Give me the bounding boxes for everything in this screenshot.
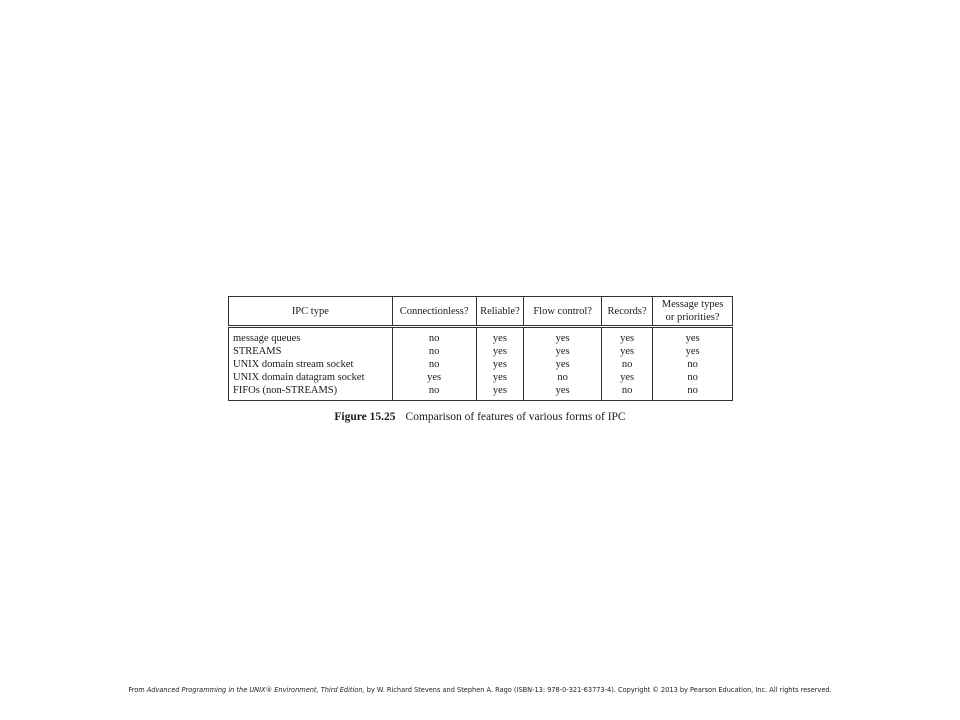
header-label: Connectionless? [399, 305, 469, 317]
header-reliable [476, 297, 524, 327]
row-ipc-type: FIFOs (non-STREAMS) [229, 384, 393, 401]
cell-connectionless: no [392, 327, 476, 346]
cell-flow-control: yes [524, 358, 602, 371]
cell-reliable: yes [476, 327, 524, 346]
header-message-types [653, 297, 733, 327]
cell-connectionless: no [392, 358, 476, 371]
copyright-footer [0, 686, 960, 694]
header-records [602, 297, 653, 327]
header-label: Flow control? [533, 305, 592, 317]
table-row [229, 371, 733, 384]
cell-flow-control: yes [524, 327, 602, 346]
header-label: Reliable? [480, 305, 520, 317]
cell-flow-control: yes [524, 345, 602, 358]
header-label: IPC type [291, 305, 329, 317]
header-ipc-type [229, 297, 393, 327]
cell-connectionless: yes [392, 371, 476, 384]
cell-records: no [602, 358, 653, 371]
table-row [229, 345, 733, 358]
footer-prefix: From [128, 686, 147, 694]
cell-reliable: yes [476, 345, 524, 358]
ipc-comparison-table [228, 296, 733, 401]
cell-records: yes [602, 345, 653, 358]
header-label: Message types [661, 299, 724, 310]
row-ipc-type: UNIX domain stream socket [229, 358, 393, 371]
cell-message-types: yes [685, 333, 700, 344]
cell-connectionless: no [392, 345, 476, 358]
cell-flow-control: no [524, 371, 602, 384]
cell-message-types: no [687, 385, 698, 396]
header-label: Records? [607, 305, 647, 317]
row-ipc-type: STREAMS [229, 345, 393, 358]
cell-records: yes [602, 327, 653, 346]
caption-text: Comparison of features of various forms of IPC [405, 411, 626, 423]
table-row [229, 358, 733, 371]
header-label: or priorities? [665, 312, 720, 323]
cell-reliable: yes [476, 358, 524, 371]
cell-reliable: yes [476, 371, 524, 384]
cell-records: no [602, 384, 653, 401]
cell-connectionless: no [392, 384, 476, 401]
row-ipc-type: UNIX domain datagram socket [229, 371, 393, 384]
cell-reliable: yes [476, 384, 524, 401]
cell-message-types: no [687, 359, 698, 370]
footer-book-title: Advanced Programming in the UNIX® Environment, Third Edition, [146, 686, 365, 694]
cell-records: yes [602, 371, 653, 384]
footer-rest: by W. Richard Stevens and Stephen A. Rago (ISBN-13: 978-0-321-63773-4). Copyright © 2013 by Pearson Education, Inc. All rights reserved. [364, 686, 832, 694]
cell-message-types: no [687, 372, 698, 383]
figure-number: Figure 15.25 [334, 411, 396, 423]
table-row [229, 384, 733, 401]
header-flow-control [524, 297, 602, 327]
cell-flow-control: yes [524, 384, 602, 401]
table-row [229, 327, 733, 346]
header-connectionless [392, 297, 476, 327]
row-ipc-type: message queues [229, 327, 393, 346]
table-header-row [229, 297, 733, 327]
figure-caption [0, 411, 960, 423]
cell-message-types: yes [685, 346, 700, 357]
